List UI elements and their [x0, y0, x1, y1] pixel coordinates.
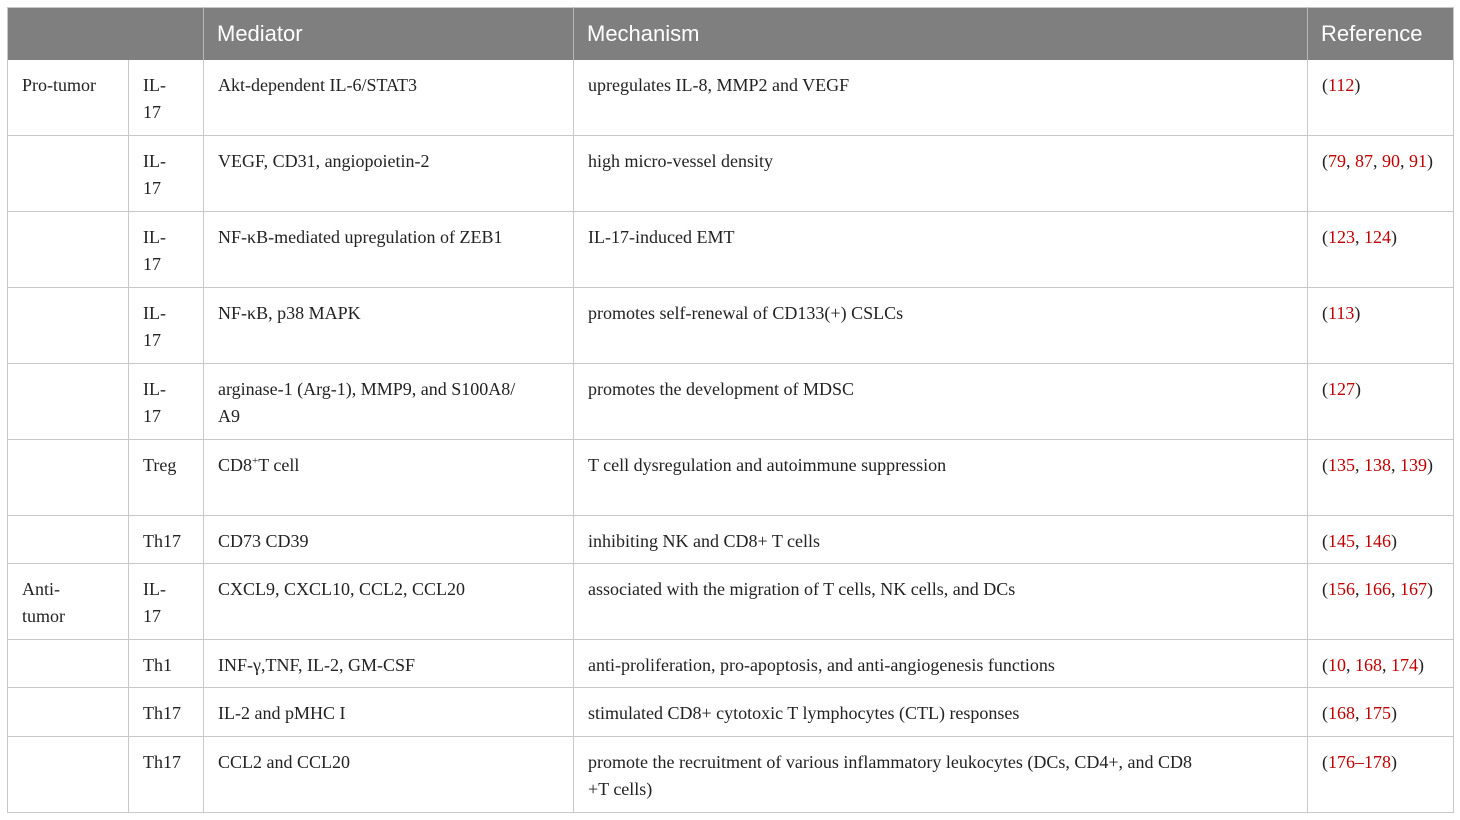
mechanism-cell — [574, 516, 1308, 564]
cell-type-cell — [129, 688, 204, 737]
mechanism-cell-text: promotes the development of MDSC — [588, 379, 854, 399]
reference-link[interactable]: 146 — [1364, 531, 1391, 551]
mediator-cell-text: NF-κB-mediated upregulation of ZEB1 — [218, 227, 503, 247]
mediator-text-suffix: T cell — [258, 455, 300, 475]
category-cell — [8, 737, 129, 813]
table-row — [8, 60, 1454, 136]
cell-type-cell — [129, 60, 204, 136]
cell-type-cell-text: IL- 17 — [143, 579, 166, 626]
reference-cell: (145, 146) — [1308, 516, 1454, 564]
mediator-cell — [204, 60, 574, 136]
category-cell — [8, 288, 129, 364]
reference-link[interactable]: 174 — [1391, 655, 1418, 675]
mediator-cell — [204, 364, 574, 440]
reference-cell: (127) — [1308, 364, 1454, 440]
mechanism-cell-text: upregulates IL-8, MMP2 and VEGF — [588, 74, 850, 95]
cell-type-cell-text: Th1 — [143, 655, 172, 675]
table-row — [8, 212, 1454, 288]
mechanism-cell-text: promotes self-renewal of CD133(+) CSLCs — [588, 303, 904, 323]
cell-type-cell-text: Treg — [143, 455, 177, 475]
reference-link[interactable]: 176–178 — [1328, 752, 1391, 772]
mediator-cell — [204, 440, 574, 516]
table-row — [8, 516, 1454, 564]
reference-cell: (176–178) — [1308, 737, 1454, 813]
reference-link[interactable]: 167 — [1400, 579, 1427, 599]
reference-link[interactable]: 166 — [1364, 579, 1391, 599]
table-row — [8, 288, 1454, 364]
reference-cell: (123, 124) — [1308, 212, 1454, 288]
cell-type-cell — [129, 640, 204, 688]
table-row — [8, 737, 1454, 813]
reference-cell: (79, 87, 90, 91) — [1308, 136, 1454, 212]
mechanism-cell — [574, 136, 1308, 212]
mechanism-cell — [574, 564, 1308, 640]
mediator-cell-text: INF-γ,TNF, IL-2, GM-CSF — [218, 655, 416, 675]
category-cell — [8, 440, 129, 516]
cell-type-cell-text: IL- 17 — [143, 151, 166, 198]
cell-type-cell — [129, 440, 204, 516]
mechanism-cell-text: stimulated CD8+ cytotoxic T lymphocytes (CTL) responses — [588, 703, 1020, 723]
table-row — [8, 364, 1454, 440]
category-cell — [8, 60, 129, 136]
mechanism-cell — [574, 212, 1308, 288]
mediator-cell — [204, 212, 574, 288]
cell-type-cell — [129, 516, 204, 564]
mechanism-cell — [574, 440, 1308, 516]
mechanism-cell-text: IL-17-induced EMT — [588, 227, 735, 247]
category-cell — [8, 640, 129, 688]
cell-type-cell-text: IL- 17 — [143, 227, 166, 274]
mechanism-cell — [574, 364, 1308, 440]
mediator-cell-text: CXCL9, CXCL10, CCL2, CCL20 — [218, 579, 466, 599]
reference-link[interactable]: 113 — [1328, 303, 1355, 323]
mediator-cell-text: CCL2 and CCL20 — [218, 752, 351, 772]
table-row — [8, 640, 1454, 688]
mechanism-cell-text: promote the recruitment of various inflammatory leukocytes (DCs, CD4+, and CD8 +T cells) — [588, 752, 1193, 799]
mediator-cell — [204, 564, 574, 640]
reference-link[interactable]: 156 — [1328, 579, 1355, 599]
category-cell — [8, 516, 129, 564]
mechanism-cell-text: high micro-vessel density — [588, 151, 773, 171]
cell-type-cell — [129, 737, 204, 813]
reference-link[interactable]: 91 — [1409, 151, 1427, 171]
mechanism-cell — [574, 737, 1308, 813]
table-row — [8, 136, 1454, 212]
cell-type-cell-text: IL- 17 — [143, 379, 166, 426]
reference-link[interactable]: 135 — [1328, 455, 1355, 475]
cell-type-cell — [129, 212, 204, 288]
mechanism-cell-text: associated with the migration of T cells, NK cells, and DCs — [588, 579, 1016, 599]
reference-link[interactable]: 138 — [1364, 455, 1391, 475]
mediator-cell — [204, 640, 574, 688]
mediator-cell-text: NF-κB, p38 MAPK — [218, 303, 361, 323]
reference-link[interactable]: 168 — [1328, 703, 1355, 723]
cell-type-cell-text: Th17 — [143, 752, 181, 772]
header-reference: Reference — [1308, 8, 1454, 60]
category-cell — [8, 564, 129, 640]
reference-link[interactable]: 10 — [1328, 655, 1346, 675]
reference-link[interactable]: 145 — [1328, 531, 1355, 551]
mediator-cell-text: VEGF, CD31, angiopoietin-2 — [218, 151, 430, 171]
mechanism-cell-text: T cell dysregulation and autoimmune suppression — [588, 455, 947, 475]
category-cell — [8, 136, 129, 212]
reference-link[interactable]: 90 — [1382, 151, 1400, 171]
cell-type-cell-text: IL- 17 — [143, 303, 166, 350]
mediator-cell — [204, 737, 574, 813]
reference-cell: (10, 168, 174) — [1308, 640, 1454, 688]
mechanism-cell-text: anti-proliferation, pro-apoptosis, and anti-angiogenesis functions — [588, 655, 1055, 675]
cell-type-cell — [129, 136, 204, 212]
header-mediator: Mediator — [204, 8, 574, 60]
reference-link[interactable]: 112 — [1328, 74, 1355, 95]
reference-link[interactable]: 79 — [1328, 151, 1346, 171]
mediator-cell — [204, 288, 574, 364]
reference-cell: (113) — [1308, 288, 1454, 364]
mediator-cell — [204, 688, 574, 737]
mediator-cell-text: IL-2 and pMHC I — [218, 703, 346, 723]
cell-type-cell-text: Th17 — [143, 703, 181, 723]
category-cell — [8, 364, 129, 440]
mediator-text: CD8 — [218, 455, 253, 475]
mediator-table — [7, 7, 1454, 813]
reference-link[interactable]: 87 — [1355, 151, 1373, 171]
cell-type-cell — [129, 364, 204, 440]
reference-link[interactable]: 124 — [1364, 227, 1391, 247]
category-cell — [8, 688, 129, 737]
table-row — [8, 440, 1454, 516]
header-mechanism: Mechanism — [574, 8, 1308, 60]
reference-cell: (156, 166, 167) — [1308, 564, 1454, 640]
mechanism-cell-text: inhibiting NK and CD8+ T cells — [588, 531, 820, 551]
mediator-cell-text: arginase-1 (Arg-1), MMP9, and S100A8/ A9 — [218, 379, 516, 426]
cell-type-cell-text: Th17 — [143, 531, 181, 551]
mediator-cell-text: CD73 CD39 — [218, 531, 309, 551]
mechanism-cell — [574, 288, 1308, 364]
reference-cell: (168, 175) — [1308, 688, 1454, 737]
mediator-cell-text: Akt-dependent IL-6/STAT3 — [218, 74, 418, 95]
mechanism-cell — [574, 688, 1308, 737]
reference-link[interactable]: 123 — [1328, 227, 1355, 247]
cell-type-cell — [129, 288, 204, 364]
table-row — [8, 564, 1454, 640]
mediator-cell — [204, 136, 574, 212]
header-row — [8, 8, 1454, 60]
category-cell — [8, 212, 129, 288]
cell-type-cell-text: IL- 17 — [143, 74, 166, 122]
reference-link[interactable]: 127 — [1328, 379, 1355, 399]
mechanism-cell — [574, 60, 1308, 136]
category-cell-text: Pro-tumor — [22, 74, 96, 95]
mechanism-cell — [574, 640, 1308, 688]
category-cell-text: Anti- tumor — [22, 579, 65, 626]
mediator-cell — [204, 516, 574, 564]
cell-type-cell — [129, 564, 204, 640]
header-empty — [8, 8, 204, 60]
reference-cell: (112) — [1308, 60, 1454, 136]
reference-link[interactable]: 168 — [1355, 655, 1382, 675]
reference-link[interactable]: 175 — [1364, 703, 1391, 723]
table-row — [8, 688, 1454, 737]
reference-link[interactable]: 139 — [1400, 455, 1427, 475]
mediator-superscript: + — [252, 455, 259, 467]
reference-cell: (135, 138, 139) — [1308, 440, 1454, 516]
